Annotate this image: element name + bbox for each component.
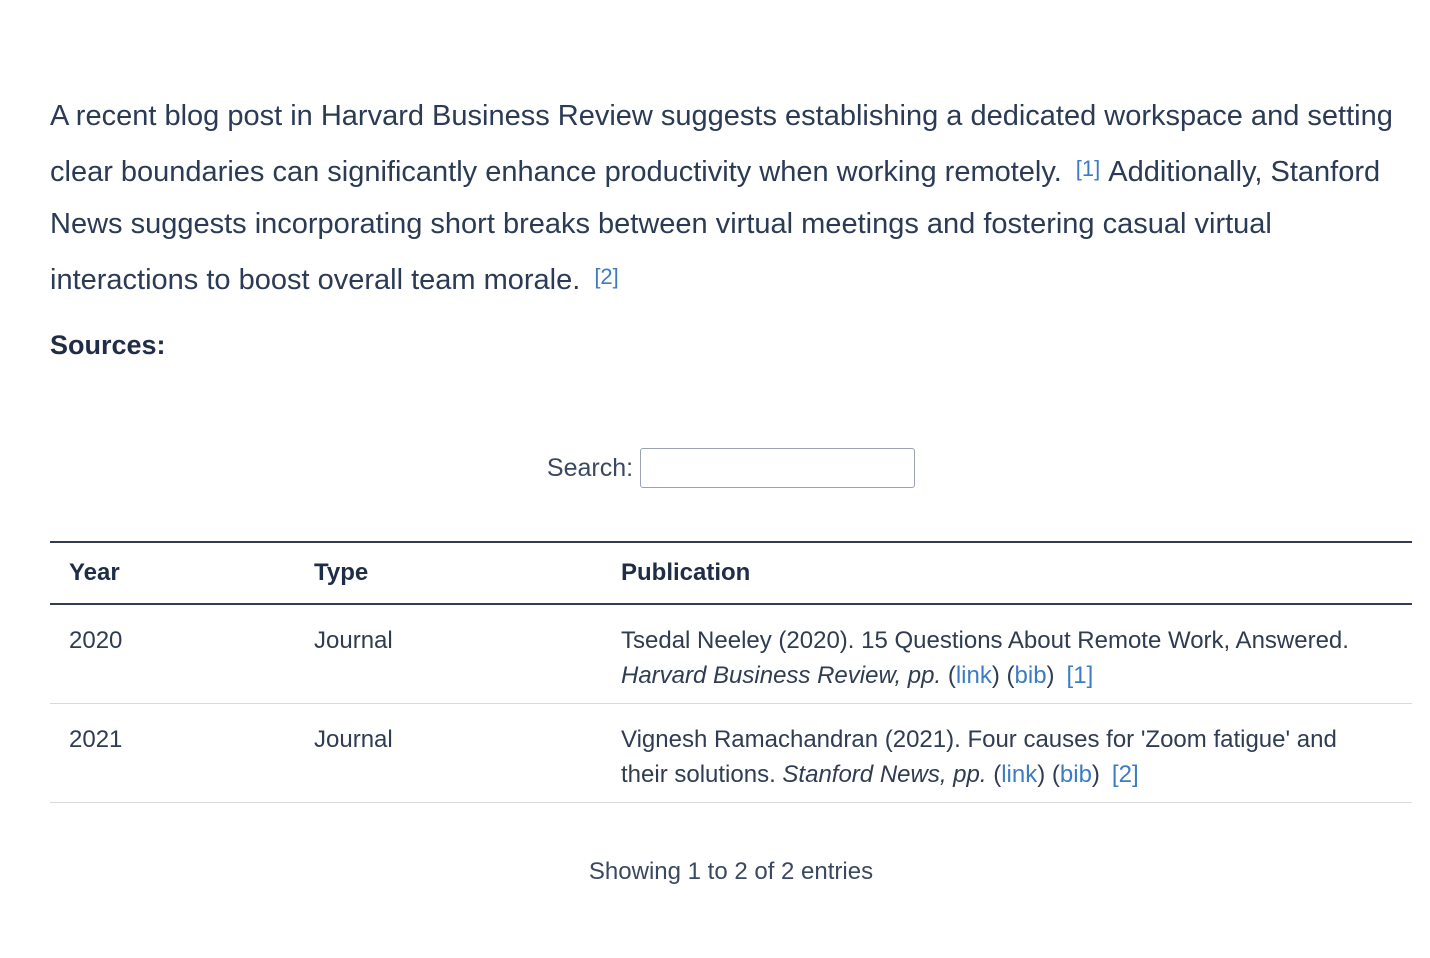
summary-sentence-2: Additionally, Stanford News suggests incorporating short breaks between virtual meetings and fostering casual virtual interactions to boost overall team morale. — [50, 155, 1381, 296]
cell-publication: Vignesh Ramachandran (2021). Four causes for 'Zoom fatigue' and their solutions. Stanford News, pp. (link) (bib) [2] — [621, 726, 1337, 788]
publication-link[interactable]: link — [955, 662, 992, 689]
table-info: Showing 1 to 2 of 2 entries — [588, 858, 874, 885]
summary-paragraph — [50, 90, 1412, 306]
table-row — [50, 605, 1412, 704]
cell-year: 2021 — [69, 726, 123, 753]
column-header-publication[interactable]: Publication — [621, 559, 751, 586]
column-header-year[interactable]: Year — [69, 559, 120, 586]
reference-marker[interactable]: [1] — [1066, 662, 1094, 689]
publication-text: Tsedal Neeley (2020). 15 Questions About Remote Work, Answered. — [621, 627, 1349, 654]
reference-marker[interactable]: [2] — [1111, 761, 1139, 788]
citation-link-1[interactable]: [1] — [1075, 155, 1101, 181]
bib-link[interactable]: bib — [1059, 761, 1092, 788]
publication-link[interactable]: link — [1001, 761, 1038, 788]
cell-type: Journal — [314, 726, 393, 753]
cell-publication: Tsedal Neeley (2020). 15 Questions About Remote Work, Answered. Harvard Business Review, pp. (link) (bib) [1] — [621, 627, 1349, 689]
search-input[interactable] — [640, 448, 915, 488]
cell-type: Journal — [314, 627, 393, 654]
table-header — [50, 541, 1412, 605]
publication-venue: Stanford News, pp. — [782, 761, 987, 788]
page — [50, 0, 1412, 958]
table-row — [50, 704, 1412, 803]
bib-link[interactable]: bib — [1014, 662, 1047, 689]
summary-sentence-1: A recent blog post in Harvard Business Review suggests establishing a dedicated workspace and setting clear boundaries can significantly enhance productivity when working remotely. — [50, 100, 1393, 188]
search-bar — [50, 448, 1412, 488]
sources-heading: Sources: — [50, 330, 166, 360]
cell-year: 2020 — [69, 627, 123, 654]
column-header-type[interactable]: Type — [314, 559, 369, 586]
search-label: Search: — [546, 453, 634, 482]
publication-venue: Harvard Business Review, pp. — [621, 662, 942, 689]
citation-link-2[interactable]: [2] — [594, 263, 619, 289]
sources-table — [50, 541, 1412, 803]
publication-text: Vignesh Ramachandran (2021). Four causes for 'Zoom fatigue' and their solutions. — [621, 726, 1337, 788]
